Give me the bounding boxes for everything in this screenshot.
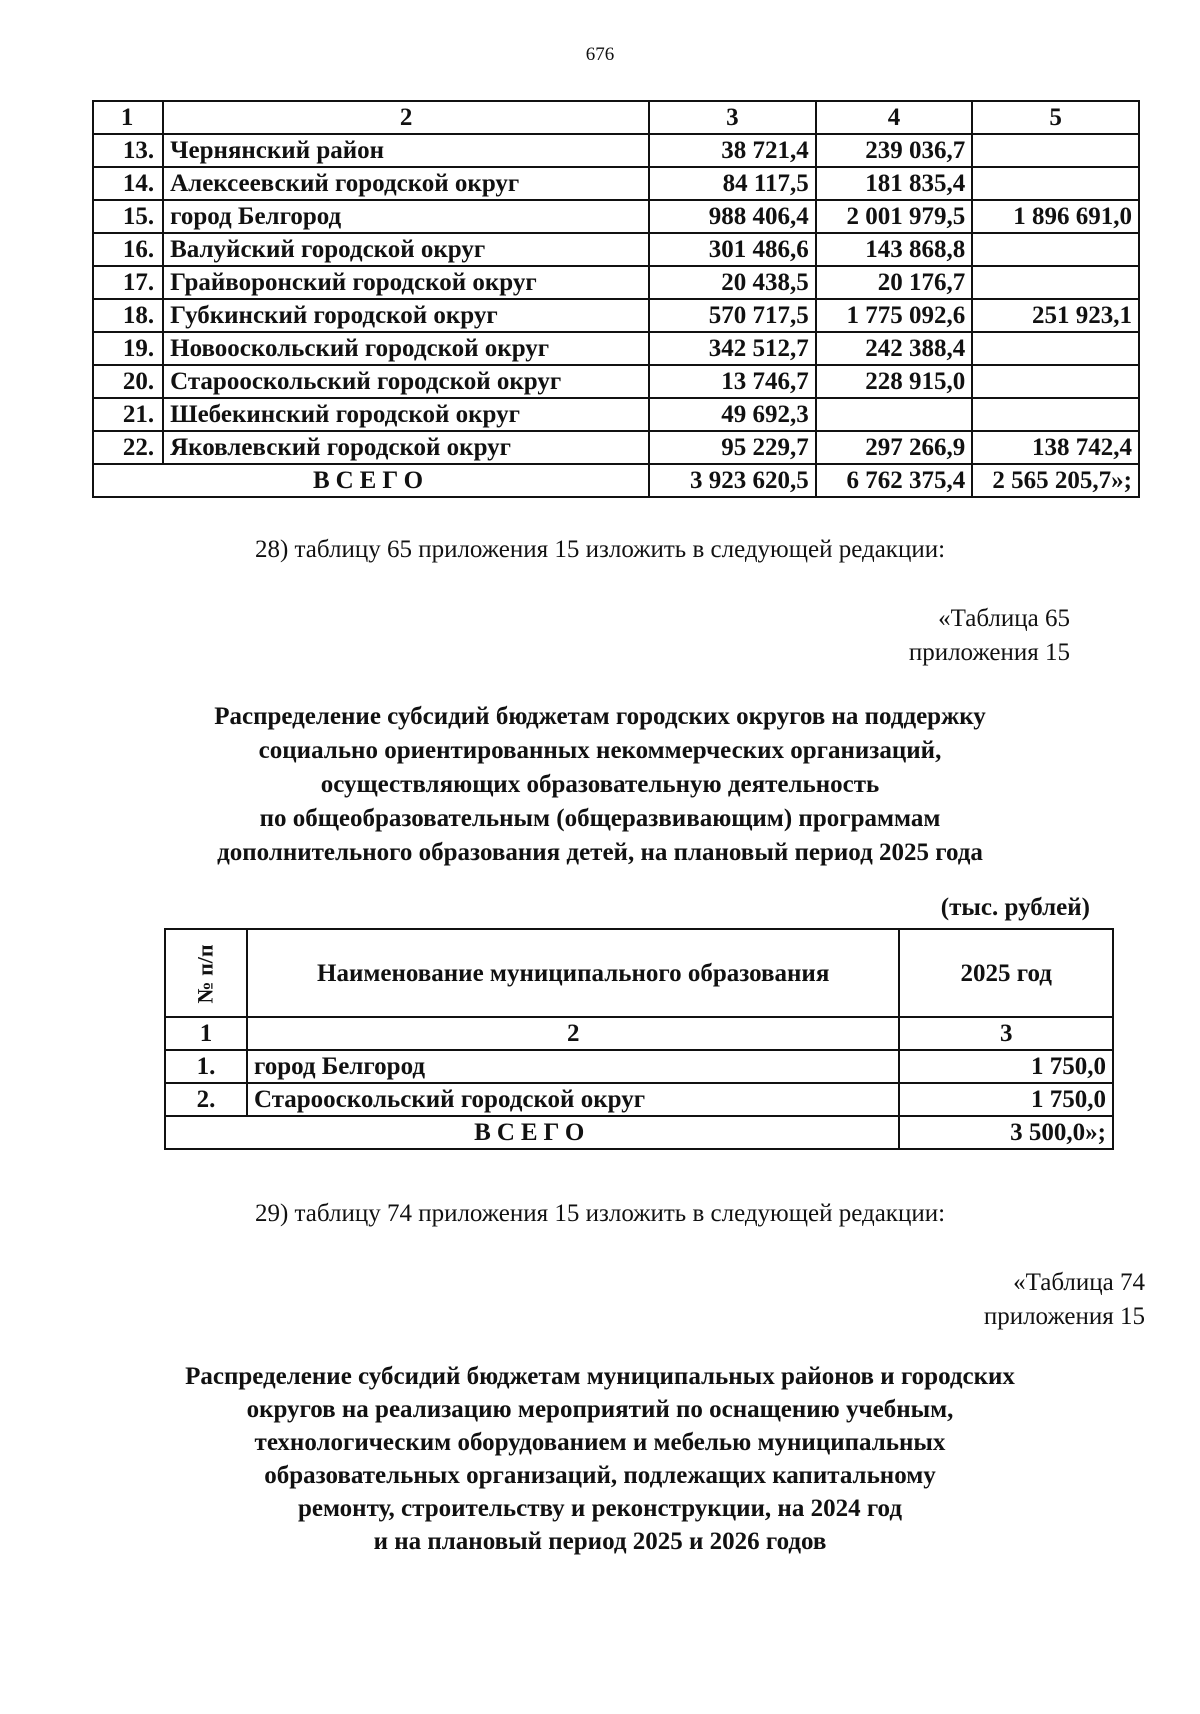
row-number: 22.: [93, 431, 163, 464]
title-line: образовательных организаций, подлежащих капитальному: [264, 1462, 936, 1489]
title-line: округов на реализацию мероприятий по оснащению учебным,: [246, 1396, 954, 1423]
column-index-row: [93, 101, 1139, 134]
total-label: ВСЕГО: [165, 1116, 899, 1149]
total-row: [165, 1116, 1113, 1149]
amount-col-4: 228 915,0: [816, 365, 973, 398]
table-65-appendix: приложения 15: [908, 639, 1070, 666]
column-index: 2: [163, 101, 649, 134]
table-65-title: [0, 700, 1200, 870]
total-col-3: 3 923 620,5: [649, 464, 816, 497]
amount-col-5: [972, 233, 1139, 266]
title-line: ремонту, строительству и реконструкции, на 2024 год: [297, 1495, 902, 1522]
total-col-5: 2 565 205,7»;: [972, 464, 1139, 497]
table-row: [93, 233, 1139, 266]
municipality-name: Шебекинский городской округ: [163, 398, 649, 431]
amount-col-3: 38 721,4: [649, 134, 816, 167]
table-row: [165, 1083, 1113, 1116]
title-line: Распределение субсидий бюджетам муниципальных районов и городских: [185, 1363, 1015, 1390]
column-index: 1: [165, 1017, 247, 1050]
total-row: [93, 464, 1139, 497]
municipality-name: город Белгород: [247, 1050, 899, 1083]
header-municipality: Наименование муниципального образования: [247, 929, 899, 1017]
header-year: 2025 год: [899, 929, 1113, 1017]
municipality-name: Новооскольский городской округ: [163, 332, 649, 365]
table-row: [93, 398, 1139, 431]
title-line: Распределение субсидий бюджетам городских округов на поддержку: [214, 703, 986, 730]
table-74-appendix: приложения 15: [983, 1303, 1145, 1330]
title-line: осуществляющих образовательную деятельность: [320, 771, 880, 798]
row-number: 17.: [93, 266, 163, 299]
total-label: ВСЕГО: [93, 464, 649, 497]
table-row: [93, 365, 1139, 398]
table-74-reference: [900, 1266, 1145, 1334]
amount-col-3: 570 717,5: [649, 299, 816, 332]
table-row: [93, 299, 1139, 332]
amount-col-5: [972, 365, 1139, 398]
units-label: (тыс. рублей): [940, 894, 1090, 921]
amount-col-3: 95 229,7: [649, 431, 816, 464]
title-line: по общеобразовательным (общеразвивающим) программам: [259, 805, 941, 832]
table-header-row: [165, 929, 1113, 1017]
amount-col-4: 297 266,9: [816, 431, 973, 464]
row-number: 15.: [93, 200, 163, 233]
title-line: технологическим оборудованием и мебелью муниципальных: [254, 1429, 946, 1456]
amount-col-3: 13 746,7: [649, 365, 816, 398]
table-row: [93, 167, 1139, 200]
column-index-row: [165, 1017, 1113, 1050]
municipality-name: Старооскольский городской округ: [247, 1083, 899, 1116]
total-amount: 3 500,0»;: [899, 1116, 1113, 1149]
table-row: [93, 431, 1139, 464]
amount-2025: 1 750,0: [899, 1083, 1113, 1116]
amount-col-3: 84 117,5: [649, 167, 816, 200]
table-row: [93, 134, 1139, 167]
amount-col-5: 138 742,4: [972, 431, 1139, 464]
amount-col-4: 2 001 979,5: [816, 200, 973, 233]
amount-col-3: 988 406,4: [649, 200, 816, 233]
amendment-paragraph-29: 29) таблицу 74 приложения 15 изложить в следующей редакции:: [254, 1200, 946, 1227]
amount-col-5: 1 896 691,0: [972, 200, 1139, 233]
column-index: 3: [649, 101, 816, 134]
amount-col-3: 20 438,5: [649, 266, 816, 299]
row-number: 1.: [165, 1050, 247, 1083]
row-number: 16.: [93, 233, 163, 266]
amount-col-4: 1 775 092,6: [816, 299, 973, 332]
amount-col-5: [972, 134, 1139, 167]
table-65-reference: [830, 602, 1070, 670]
amount-col-4: 20 176,7: [816, 266, 973, 299]
amount-col-3: 301 486,6: [649, 233, 816, 266]
table-65: [164, 928, 1114, 1150]
row-number: 2.: [165, 1083, 247, 1116]
amount-col-5: 251 923,1: [972, 299, 1139, 332]
municipality-name: Яковлевский городской округ: [163, 431, 649, 464]
title-line: и на плановый период 2025 и 2026 годов: [373, 1528, 827, 1555]
total-col-4: 6 762 375,4: [816, 464, 973, 497]
column-index: 5: [972, 101, 1139, 134]
header-number: № п/п: [165, 929, 247, 1017]
amount-col-3: 342 512,7: [649, 332, 816, 365]
amount-col-5: [972, 332, 1139, 365]
column-index: 3: [899, 1017, 1113, 1050]
page-number: 676: [585, 44, 615, 65]
column-index: 1: [93, 101, 163, 134]
municipality-name: город Белгород: [163, 200, 649, 233]
amount-col-5: [972, 167, 1139, 200]
table-74-label: «Таблица 74: [1013, 1269, 1145, 1296]
amount-col-3: 49 692,3: [649, 398, 816, 431]
amount-col-4: 143 868,8: [816, 233, 973, 266]
column-index: 2: [247, 1017, 899, 1050]
row-number: 19.: [93, 332, 163, 365]
table-row: [93, 266, 1139, 299]
budget-table-continued: [92, 100, 1140, 498]
municipality-name: Чернянский район: [163, 134, 649, 167]
row-number: 21.: [93, 398, 163, 431]
row-number: 20.: [93, 365, 163, 398]
amendment-paragraph-28: 28) таблицу 65 приложения 15 изложить в следующей редакции:: [254, 536, 946, 563]
table-row: [93, 200, 1139, 233]
table-74-title: [0, 1360, 1200, 1558]
table-row: [165, 1050, 1113, 1083]
amount-2025: 1 750,0: [899, 1050, 1113, 1083]
municipality-name: Валуйский городской округ: [163, 233, 649, 266]
table-row: [93, 332, 1139, 365]
table-65-label: «Таблица 65: [938, 605, 1070, 632]
column-index: 4: [816, 101, 973, 134]
amount-col-4: 242 388,4: [816, 332, 973, 365]
title-line: дополнительного образования детей, на плановый период 2025 года: [217, 839, 983, 866]
amount-col-5: [972, 398, 1139, 431]
amount-col-5: [972, 266, 1139, 299]
municipality-name: Губкинский городской округ: [163, 299, 649, 332]
row-number: 14.: [93, 167, 163, 200]
row-number: 13.: [93, 134, 163, 167]
municipality-name: Алексеевский городской округ: [163, 167, 649, 200]
municipality-name: Старооскольский городской округ: [163, 365, 649, 398]
row-number: 18.: [93, 299, 163, 332]
amount-col-4: 181 835,4: [816, 167, 973, 200]
amount-col-4: 239 036,7: [816, 134, 973, 167]
title-line: социально ориентированных некоммерческих организаций,: [258, 737, 942, 764]
municipality-name: Грайворонский городской округ: [163, 266, 649, 299]
amount-col-4: [816, 398, 973, 431]
